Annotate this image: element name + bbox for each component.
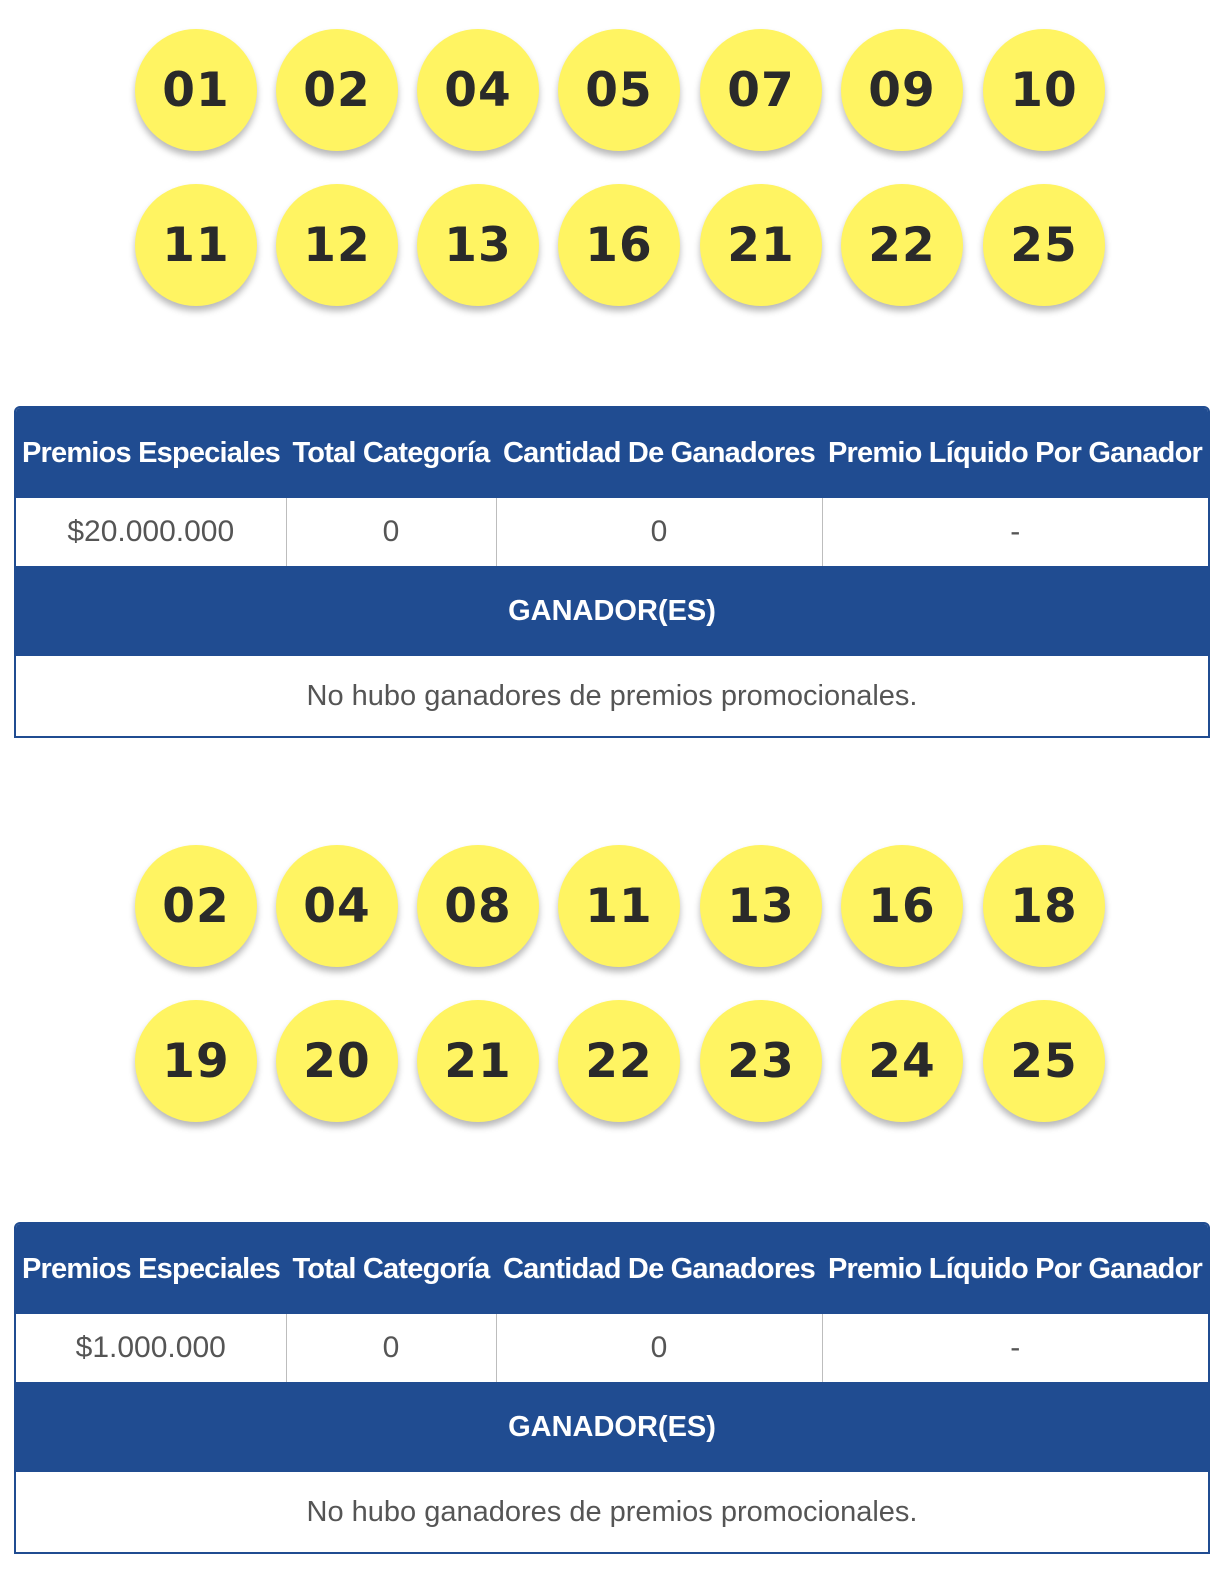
- total-category: 0: [286, 498, 496, 566]
- number-ball: 02: [276, 29, 398, 151]
- table-header-row: [16, 408, 1208, 498]
- number-ball: 18: [983, 845, 1105, 967]
- winners-heading: GANADOR(ES): [16, 1382, 1208, 1472]
- table-header-row: [16, 1224, 1208, 1314]
- prize-table-1: [14, 406, 1210, 738]
- number-ball: 21: [417, 1000, 539, 1122]
- column-header-premios-especiales: Premios Especiales: [16, 408, 286, 498]
- number-ball: 13: [700, 845, 822, 967]
- prize-table-2: [14, 1222, 1210, 1554]
- number-ball: 09: [841, 29, 963, 151]
- number-ball: 12: [276, 184, 398, 306]
- number-ball: 16: [558, 184, 680, 306]
- column-header-cantidad-ganadores: Cantidad De Ganadores: [496, 408, 822, 498]
- column-header-premio-liquido: Premio Líquido Por Ganador: [822, 408, 1208, 498]
- number-ball: 04: [417, 29, 539, 151]
- number-ball: 22: [841, 184, 963, 306]
- number-ball: 07: [700, 29, 822, 151]
- number-ball: 02: [135, 845, 257, 967]
- net-prize-per-winner: -: [1010, 515, 1021, 548]
- table-row: [16, 1314, 1208, 1382]
- ball-row: [135, 29, 1115, 155]
- column-header-total-categoria: Total Categoría: [286, 408, 496, 498]
- no-winners-message: No hubo ganadores de premios promocionales.: [306, 1495, 918, 1528]
- number-ball: 23: [700, 1000, 822, 1122]
- number-ball: 21: [700, 184, 822, 306]
- winner-count: 0: [496, 1314, 822, 1382]
- number-ball: 20: [276, 1000, 398, 1122]
- number-ball: 01: [135, 29, 257, 151]
- winners-row: [16, 656, 1208, 736]
- number-ball: 04: [276, 845, 398, 967]
- ball-row: [135, 845, 1115, 971]
- winners-header-row: [16, 1382, 1208, 1472]
- number-ball: 13: [417, 184, 539, 306]
- total-category: 0: [286, 1314, 496, 1382]
- number-ball: 05: [558, 29, 680, 151]
- winners-header-row: [16, 566, 1208, 656]
- winners-row: [16, 1472, 1208, 1552]
- number-ball: 08: [417, 845, 539, 967]
- column-header-total-categoria: Total Categoría: [286, 1224, 496, 1314]
- number-ball: 11: [558, 845, 680, 967]
- winners-heading: GANADOR(ES): [16, 566, 1208, 656]
- net-prize-per-winner: -: [1010, 1331, 1021, 1364]
- ball-row: [135, 1000, 1115, 1126]
- ball-row: [135, 184, 1115, 310]
- column-header-cantidad-ganadores: Cantidad De Ganadores: [496, 1224, 822, 1314]
- number-ball: 10: [983, 29, 1105, 151]
- number-ball: 22: [558, 1000, 680, 1122]
- prize-amount: $20.000.000: [16, 498, 286, 566]
- table-row: [16, 498, 1208, 566]
- number-ball: 25: [983, 1000, 1105, 1122]
- column-header-premio-liquido: Premio Líquido Por Ganador: [822, 1224, 1208, 1314]
- number-ball: 11: [135, 184, 257, 306]
- winner-count: 0: [496, 498, 822, 566]
- no-winners-message: No hubo ganadores de premios promocionales.: [306, 679, 918, 712]
- number-ball: 16: [841, 845, 963, 967]
- column-header-premios-especiales: Premios Especiales: [16, 1224, 286, 1314]
- number-ball: 19: [135, 1000, 257, 1122]
- number-ball: 25: [983, 184, 1105, 306]
- prize-amount: $1.000.000: [16, 1314, 286, 1382]
- number-ball: 24: [841, 1000, 963, 1122]
